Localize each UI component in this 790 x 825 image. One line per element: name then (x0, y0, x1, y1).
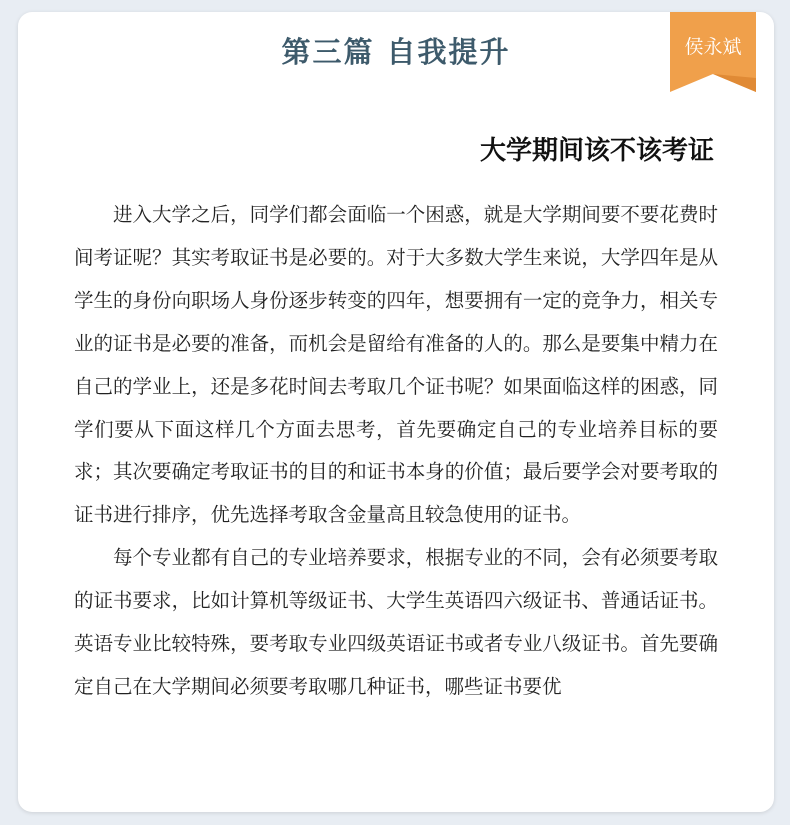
book-page (18, 12, 774, 812)
paragraph-1: 进入大学之后，同学们都会面临一个困惑，就是大学期间要不要花费时间考证呢？其实考取证书是必要的。对于大多数大学生来说，大学四年是从学生的身份向职场人身份逐步转变的四年，想要拥有一定的竞争力，相关专业的证书是必要的准备，而机会是留给有准备的人的。那么是要集中精力在自己的学业上，还是多花时间去考取几个证书呢？如果面临这样的困惑，同学们要从下面这样几个方面去思考，首先要确定自己的专业培养目标的要求；其次要确定考取证书的目的和证书本身的价值；最后要学会对要考取的证书进行排序，优先选择考取含金量高且较急使用的证书。 (74, 203, 718, 527)
paragraph-2: 每个专业都有自己的专业培养要求，根据专业的不同，会有必须要考取的证书要求，比如计算机等级证书、大学生英语四六级证书、普通话证书。英语专业比较特殊，要考取专业四级英语证书或者专业八级证书。首先要确定自己在大学期间必须要考取哪几种证书，哪些证书要优 (74, 546, 718, 698)
section-title: 第三篇 自我提升 (281, 35, 511, 69)
author-name: 侯永斌 (684, 36, 742, 58)
author-ribbon (670, 12, 756, 92)
article-body (74, 194, 718, 709)
article-title: 大学期间该不该考证 (479, 136, 714, 166)
